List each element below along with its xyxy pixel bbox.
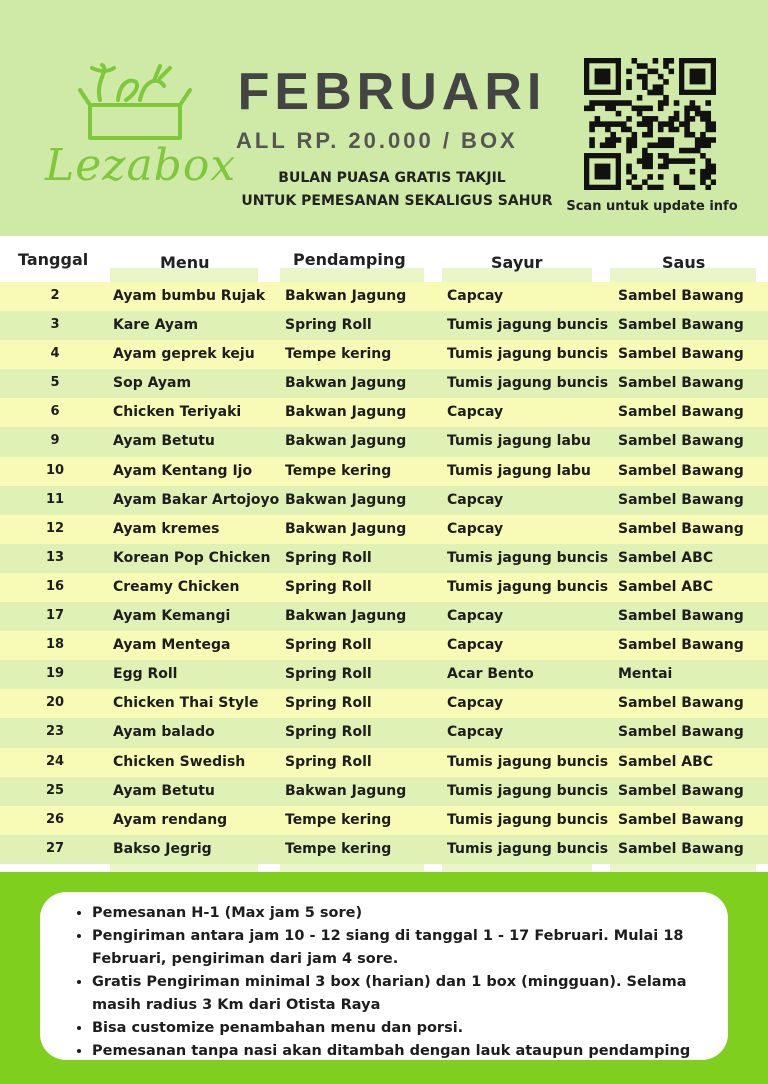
table-row [0,457,768,486]
header [0,0,768,236]
menu-cell: Ayam Kentang Ijo [113,462,253,479]
date-cell: 10 [45,462,65,478]
table-row [0,282,768,311]
note-item: • Pemesanan H-1 (Max jam 5 sore) [92,902,708,925]
veg-cell: Tumis jagung buncis [447,317,609,334]
side-cell: Spring Roll [285,549,372,566]
date-cell: 11 [45,491,65,507]
menu-cell: Ayam geprek keju [113,346,255,363]
price-label: ALL RP. 20.000 / BOX [236,128,518,153]
table-row [0,777,768,806]
date-cell: 12 [45,520,65,536]
menu-cell: Bakso Jegrig [113,840,212,857]
sauce-cell: Sambel Bawang [618,491,744,508]
veg-cell: Capcay [447,637,504,654]
note-item: • Bisa customize penambahan menu dan porsi. [92,1017,708,1040]
veg-cell: Capcay [447,288,504,304]
menu-cell: Ayam Bakar Artojoyo [113,491,280,508]
sauce-cell: Sambel ABC [618,549,714,566]
header-menu: Menu [160,253,210,272]
table-row [0,631,768,660]
date-cell: 26 [45,811,65,827]
veg-cell: Tumis jagung labu [447,433,591,450]
veg-cell: Tumis jagung buncis [447,346,609,363]
menu-cell: Ayam Mentega [113,637,231,654]
side-cell: Spring Roll [285,724,372,741]
side-cell: Spring Roll [285,578,372,595]
veg-cell: Tumis jagung buncis [447,840,609,857]
date-cell: 20 [45,695,65,711]
table-row [0,369,768,398]
veg-cell: Tumis jagung buncis [447,549,609,566]
side-cell: Bakwan Jagung [285,375,407,392]
notes-box [40,892,728,1060]
veg-cell: Tumis jagung buncis [447,375,609,392]
table-row [0,427,768,456]
table-body [0,282,768,864]
table-row [0,689,768,718]
note-item: • Pemesanan tanpa nasi akan ditambah dengan lauk ataupun pendamping [92,1040,708,1063]
table-row [0,486,768,515]
side-cell: Tempe kering [285,811,392,828]
veg-cell: Acar Bento [447,666,534,683]
sauce-cell: Sambel Bawang [618,346,744,363]
sauce-cell: Mentai [618,666,673,683]
table-row [0,544,768,573]
sauce-cell: Sambel Bawang [618,811,744,828]
veg-cell: Capcay [447,724,504,741]
side-cell: Bakwan Jagung [285,404,407,421]
veg-cell: Capcay [447,520,504,537]
sauce-cell: Sambel Bawang [618,724,744,741]
veg-cell: Tumis jagung buncis [447,811,609,828]
veg-cell: Tumis jagung labu [447,462,591,479]
sauce-cell: Sambel Bawang [618,462,744,479]
menu-cell: Ayam Betutu [113,782,215,799]
date-cell: 5 [50,375,60,391]
menu-table [0,236,768,872]
promo-line-2: UNTUK PEMESANAN SEKALIGUS SAHUR [241,193,553,209]
table-row [0,515,768,544]
date-cell: 13 [45,549,65,565]
sauce-cell: Sambel Bawang [618,782,744,799]
sauce-cell: Sambel Bawang [618,404,744,421]
side-cell: Tempe kering [285,346,392,363]
date-cell: 16 [45,578,65,594]
side-cell: Bakwan Jagung [285,491,407,508]
menu-cell: Chicken Thai Style [113,695,259,712]
menu-cell: Kare Ayam [113,317,199,334]
sauce-cell: Sambel Bawang [618,637,744,654]
menu-cell: Creamy Chicken [113,578,240,595]
header-veg: Sayur [491,253,543,272]
menu-cell: Egg Roll [113,666,178,683]
veg-cell: Capcay [447,491,504,508]
date-cell: 19 [45,666,65,682]
sauce-cell: Sambel Bawang [618,288,744,304]
table-row [0,340,768,369]
side-cell: Bakwan Jagung [285,782,407,799]
note-item: • Gratis Pengiriman minimal 3 box (harian) dan 1 box (mingguan). Selama masih radius 3 Km dari Otista Raya [92,971,708,1017]
brand-name: Lezabox [45,140,237,191]
sauce-cell: Sambel Bawang [618,840,744,857]
footer [0,872,768,1084]
sauce-cell: Sambel ABC [618,578,714,595]
table-row [0,573,768,602]
date-cell: 2 [50,288,60,303]
header-side: Pendamping [293,250,406,269]
side-cell: Bakwan Jagung [285,520,407,537]
side-cell: Bakwan Jagung [285,433,407,450]
page-title: FEBRUARI [237,63,547,121]
veg-cell: Tumis jagung buncis [447,753,609,770]
date-cell: 4 [50,346,60,362]
menu-cell: Ayam kremes [113,520,220,537]
side-cell: Spring Roll [285,637,372,654]
menu-cell: Ayam balado [113,724,215,741]
table-row [0,718,768,747]
side-cell: Spring Roll [285,666,372,683]
table-row [0,806,768,835]
sauce-cell: Sambel Bawang [618,695,744,712]
header-date: Tanggal [18,250,89,269]
date-cell: 27 [45,840,65,856]
sauce-cell: Sambel Bawang [618,317,744,334]
date-cell: 25 [45,782,65,798]
side-cell: Tempe kering [285,462,392,479]
menu-cell: Ayam Betutu [113,433,215,450]
table-row [0,311,768,340]
qr-code-icon[interactable] [584,58,716,190]
date-cell: 18 [45,637,65,653]
side-cell: Spring Roll [285,753,372,770]
sauce-cell: Sambel Bawang [618,433,744,450]
table-row [0,748,768,777]
sauce-cell: Sambel Bawang [618,375,744,392]
veg-cell: Tumis jagung buncis [447,578,609,595]
date-cell: 17 [45,608,65,624]
note-item: • Pengiriman antara jam 10 - 12 siang di tanggal 1 - 17 Februari. Mulai 18 Februari, pengiriman dari jam 4 sore. [92,925,708,971]
date-cell: 3 [50,317,60,333]
table-row [0,835,768,864]
date-cell: 23 [45,724,65,740]
date-cell: 9 [50,433,60,449]
qr-caption: Scan untuk update info [566,199,738,214]
menu-cell: Ayam Kemangi [113,608,231,625]
table-row [0,398,768,427]
notes-list [40,892,728,1063]
menu-cell: Chicken Swedish [113,753,246,770]
table-row [0,660,768,689]
menu-cell: Chicken Teriyaki [113,404,242,421]
menu-cell: Korean Pop Chicken [113,549,271,566]
table-row [0,602,768,631]
side-cell: Tempe kering [285,840,392,857]
veg-cell: Tumis jagung buncis [447,782,609,799]
side-cell: Bakwan Jagung [285,288,407,304]
veg-cell: Capcay [447,404,504,421]
sauce-cell: Sambel Bawang [618,608,744,625]
header-sauce: Saus [662,253,706,272]
menu-cell: Ayam bumbu Rujak [113,288,266,304]
veg-cell: Capcay [447,695,504,712]
menu-cell: Sop Ayam [113,375,192,392]
side-cell: Bakwan Jagung [285,608,407,625]
date-cell: 24 [45,753,65,769]
side-cell: Spring Roll [285,695,372,712]
promo-line-1: BULAN PUASA GRATIS TAKJIL [278,170,506,186]
veg-cell: Capcay [447,608,504,625]
menu-cell: Ayam rendang [113,811,228,828]
side-cell: Spring Roll [285,317,372,334]
date-cell: 6 [50,404,60,420]
sauce-cell: Sambel ABC [618,753,714,770]
sauce-cell: Sambel Bawang [618,520,744,537]
